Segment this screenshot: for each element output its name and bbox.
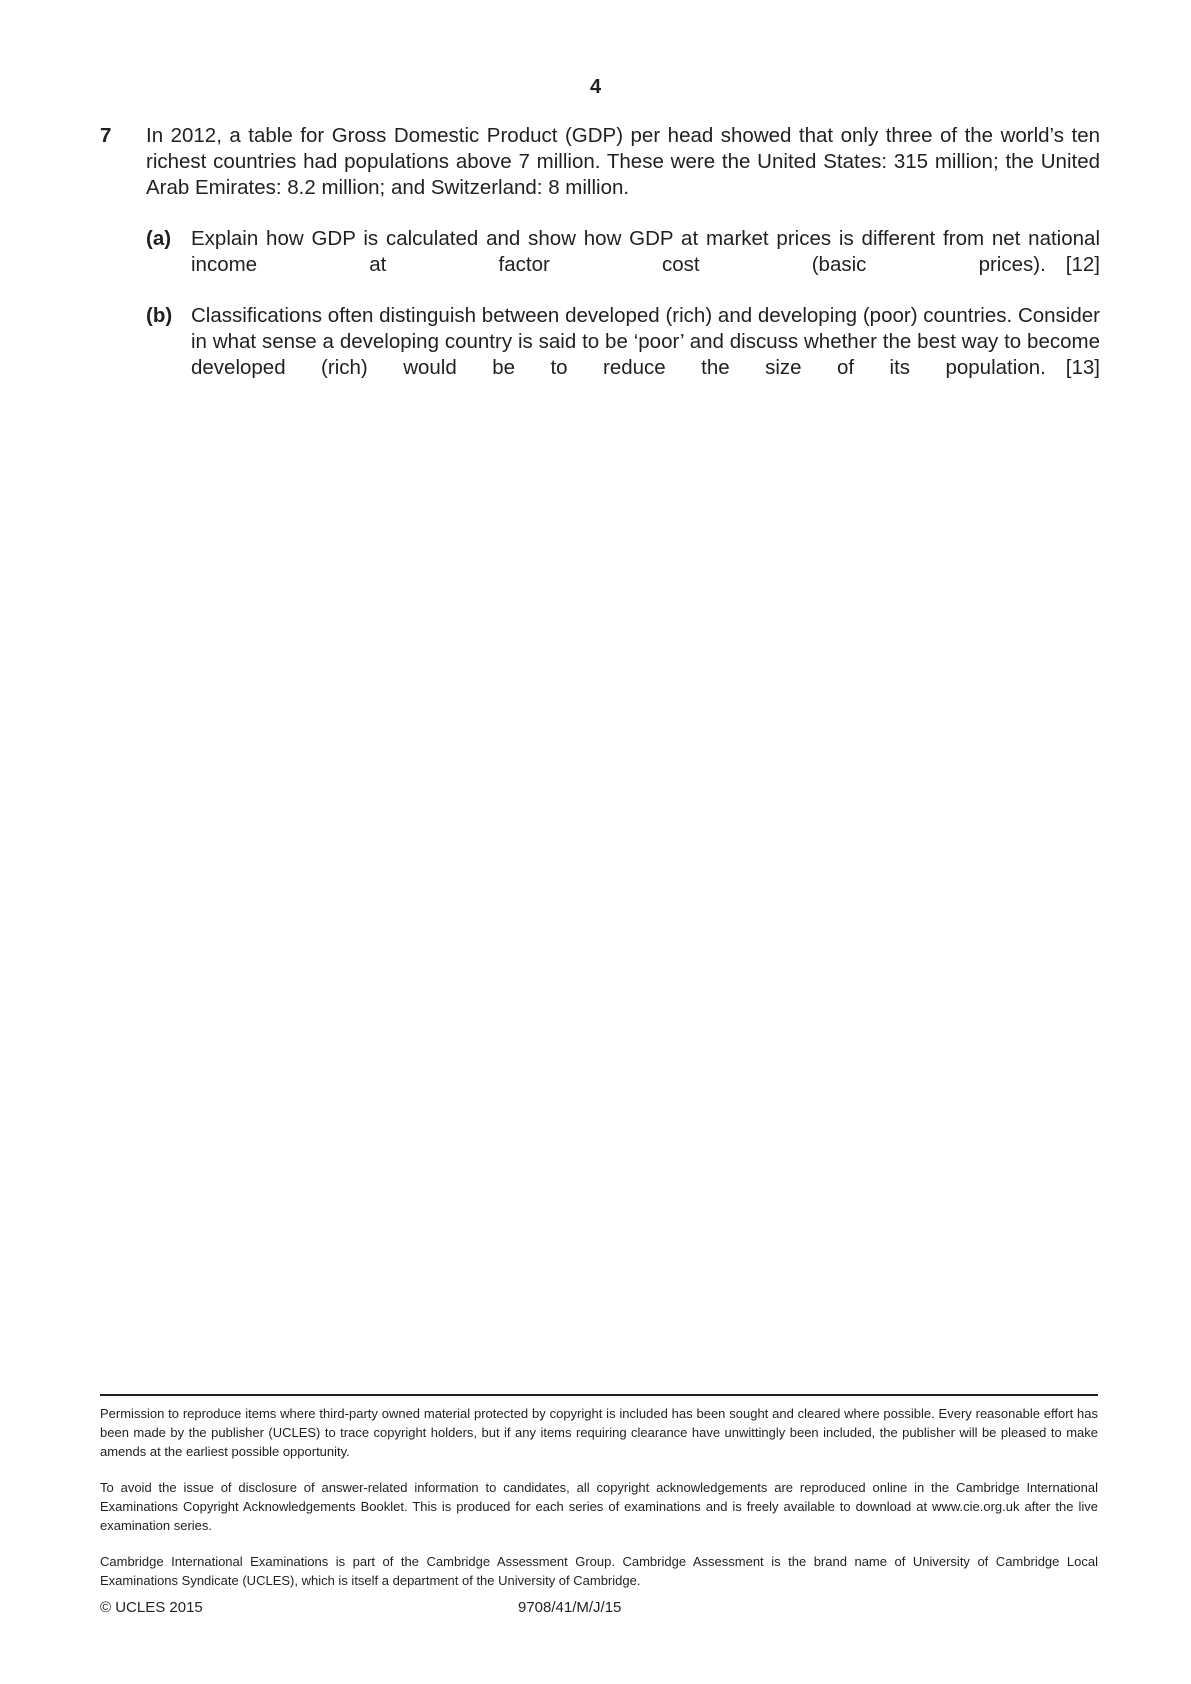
- part-b-label: (b): [146, 304, 173, 327]
- question-stem: In 2012, a table for Gross Domestic Product (GDP) per head showed that only three of the world’s ten richest countries had populations above 7 million. These were the United States: 315 million; the United Arab Emirates: 8.2 million; and Switzerland: 8 million.: [146, 124, 1100, 199]
- question-7: [100, 123, 1100, 381]
- footer-about-notice: Cambridge International Examinations is part of the Cambridge Assessment Group. Cambridge Assessment is the brand name of University of Cambridge Local Examinations Syndicate (UCLES), which is itself a department of the University of Cambridge.: [100, 1554, 1098, 1588]
- footer-notices: [100, 1394, 1098, 1607]
- question-part-b: [146, 303, 1100, 381]
- copyright-text: © UCLES 2015: [100, 1599, 203, 1616]
- part-a-text: Explain how GDP is calculated and show how GDP at market prices is different from net national income at factor cost (basic prices).: [191, 227, 1100, 276]
- part-a-marks: [12]: [1065, 253, 1100, 276]
- footer-permission-notice: Permission to reproduce items where third-party owned material protected by copyright is included has been sought and cleared where possible. Every reasonable effort has been made by the publisher (UCLES) to trace copyright holders, but if any items requiring clearance have unwittingly been included, the publisher will be pleased to make amends at the earliest possible opportunity.: [100, 1406, 1098, 1459]
- part-a-label: (a): [146, 227, 172, 250]
- footer-disclosure-notice: To avoid the issue of disclosure of answer-related information to candidates, all copyright acknowledgements are reproduced online in the Cambridge International Examinations Copyright Acknowledgements Booklet. This is produced for each series of examinations and is freely available to download at www.cie.org.uk after the live examination series.: [100, 1480, 1098, 1533]
- question-part-a: [146, 226, 1100, 278]
- paper-code: 9708/41/M/J/15: [518, 1599, 622, 1616]
- part-b-text: Classifications often distinguish between developed (rich) and developing (poor) countries. Consider in what sense a developing country is said to be ‘poor’ and discuss whether the best way to become developed (rich) would be to reduce the size of its population.: [191, 304, 1100, 379]
- page-number: 4: [589, 76, 602, 98]
- part-b-text-block: [191, 303, 1100, 381]
- part-b-marks: [13]: [1065, 356, 1100, 379]
- part-a-text-block: [191, 226, 1100, 278]
- question-number: 7: [100, 124, 112, 147]
